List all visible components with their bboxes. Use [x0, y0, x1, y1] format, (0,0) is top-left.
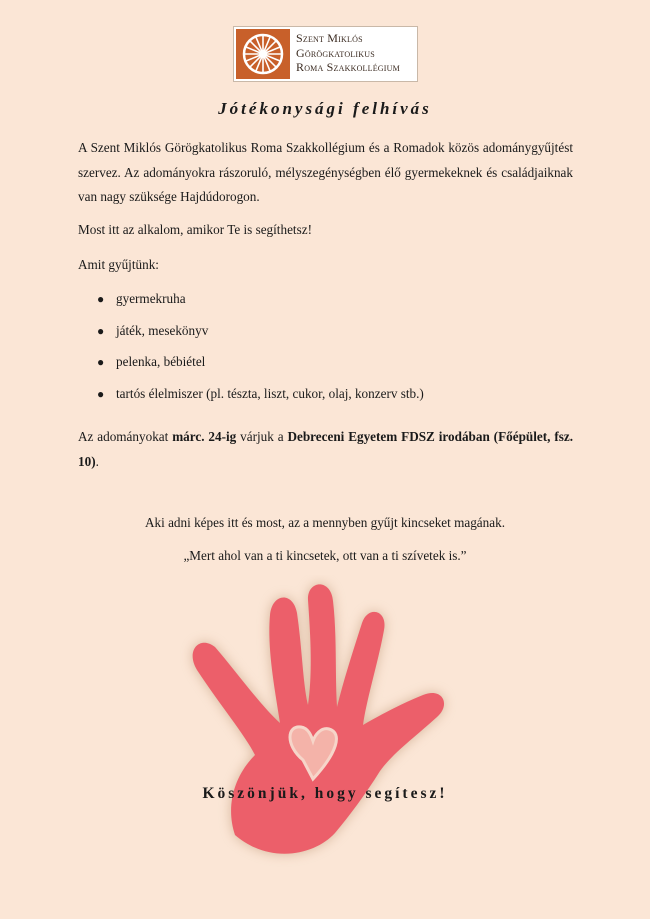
list-item-label: tartós élelmiszer (pl. tészta, liszt, cukor, olaj, konzerv stb.) — [116, 385, 424, 401]
bullet-icon: ● — [97, 386, 105, 401]
deadline-date: márc. 24-ig — [172, 429, 237, 444]
logo-line-1: Szent Miklós — [296, 31, 363, 45]
deadline-post: . — [95, 453, 99, 469]
collect-label: Amit gyűjtünk: — [78, 257, 159, 272]
page-title: Jótékonysági felhívás — [218, 99, 432, 118]
college-logo — [233, 26, 418, 82]
list-item-label: gyermekruha — [116, 291, 186, 306]
intro-paragraph: A Szent Miklós Görögkatolikus Roma Szakkollégium és a Romadok közös adománygyűjtést szervez. Az adományokra rászoruló, mélyszegénységben élő gyermekeknek és családjaiknak van nagy szüksége Hajdúdorogon. — [78, 140, 573, 204]
deadline-mid: várjuk a — [236, 429, 288, 444]
bullet-icon: ● — [97, 292, 105, 306]
logo-text — [296, 31, 416, 75]
list-item — [78, 287, 558, 319]
thanks-message: Köszönjük, hogy segítesz! — [202, 785, 448, 802]
wheel-logo-icon — [236, 29, 290, 79]
handprint-heart-icon — [175, 575, 475, 875]
deadline-pre: Az adományokat — [78, 429, 173, 444]
list-item — [78, 350, 558, 382]
list-item — [78, 319, 558, 351]
list-item — [78, 382, 558, 414]
call-to-action: Most itt az alkalom, amikor Te is segíthetsz! — [78, 222, 312, 237]
list-item-label: játék, mesekönyv — [116, 322, 209, 338]
logo-line-2: Görögkatolikus — [296, 45, 375, 60]
deadline-place: Debreceni Egyetem FDSZ irodában (Főépület, fsz. 10) — [78, 429, 573, 469]
logo-line-3: Roma Szakkollégium — [296, 60, 400, 74]
donation-item-list — [78, 287, 558, 413]
deadline-paragraph — [78, 425, 573, 474]
quote-line-1: Aki adni képes itt és most, az a mennyben gyűjt kincseket magának. — [145, 515, 505, 530]
bullet-icon: ● — [97, 355, 105, 369]
list-item-label: pelenka, bébiétel — [116, 354, 206, 369]
quote-line-2: „Mert ahol van a ti kincsetek, ott van a ti szívetek is.” — [183, 548, 467, 563]
bullet-icon: ● — [97, 323, 105, 338]
